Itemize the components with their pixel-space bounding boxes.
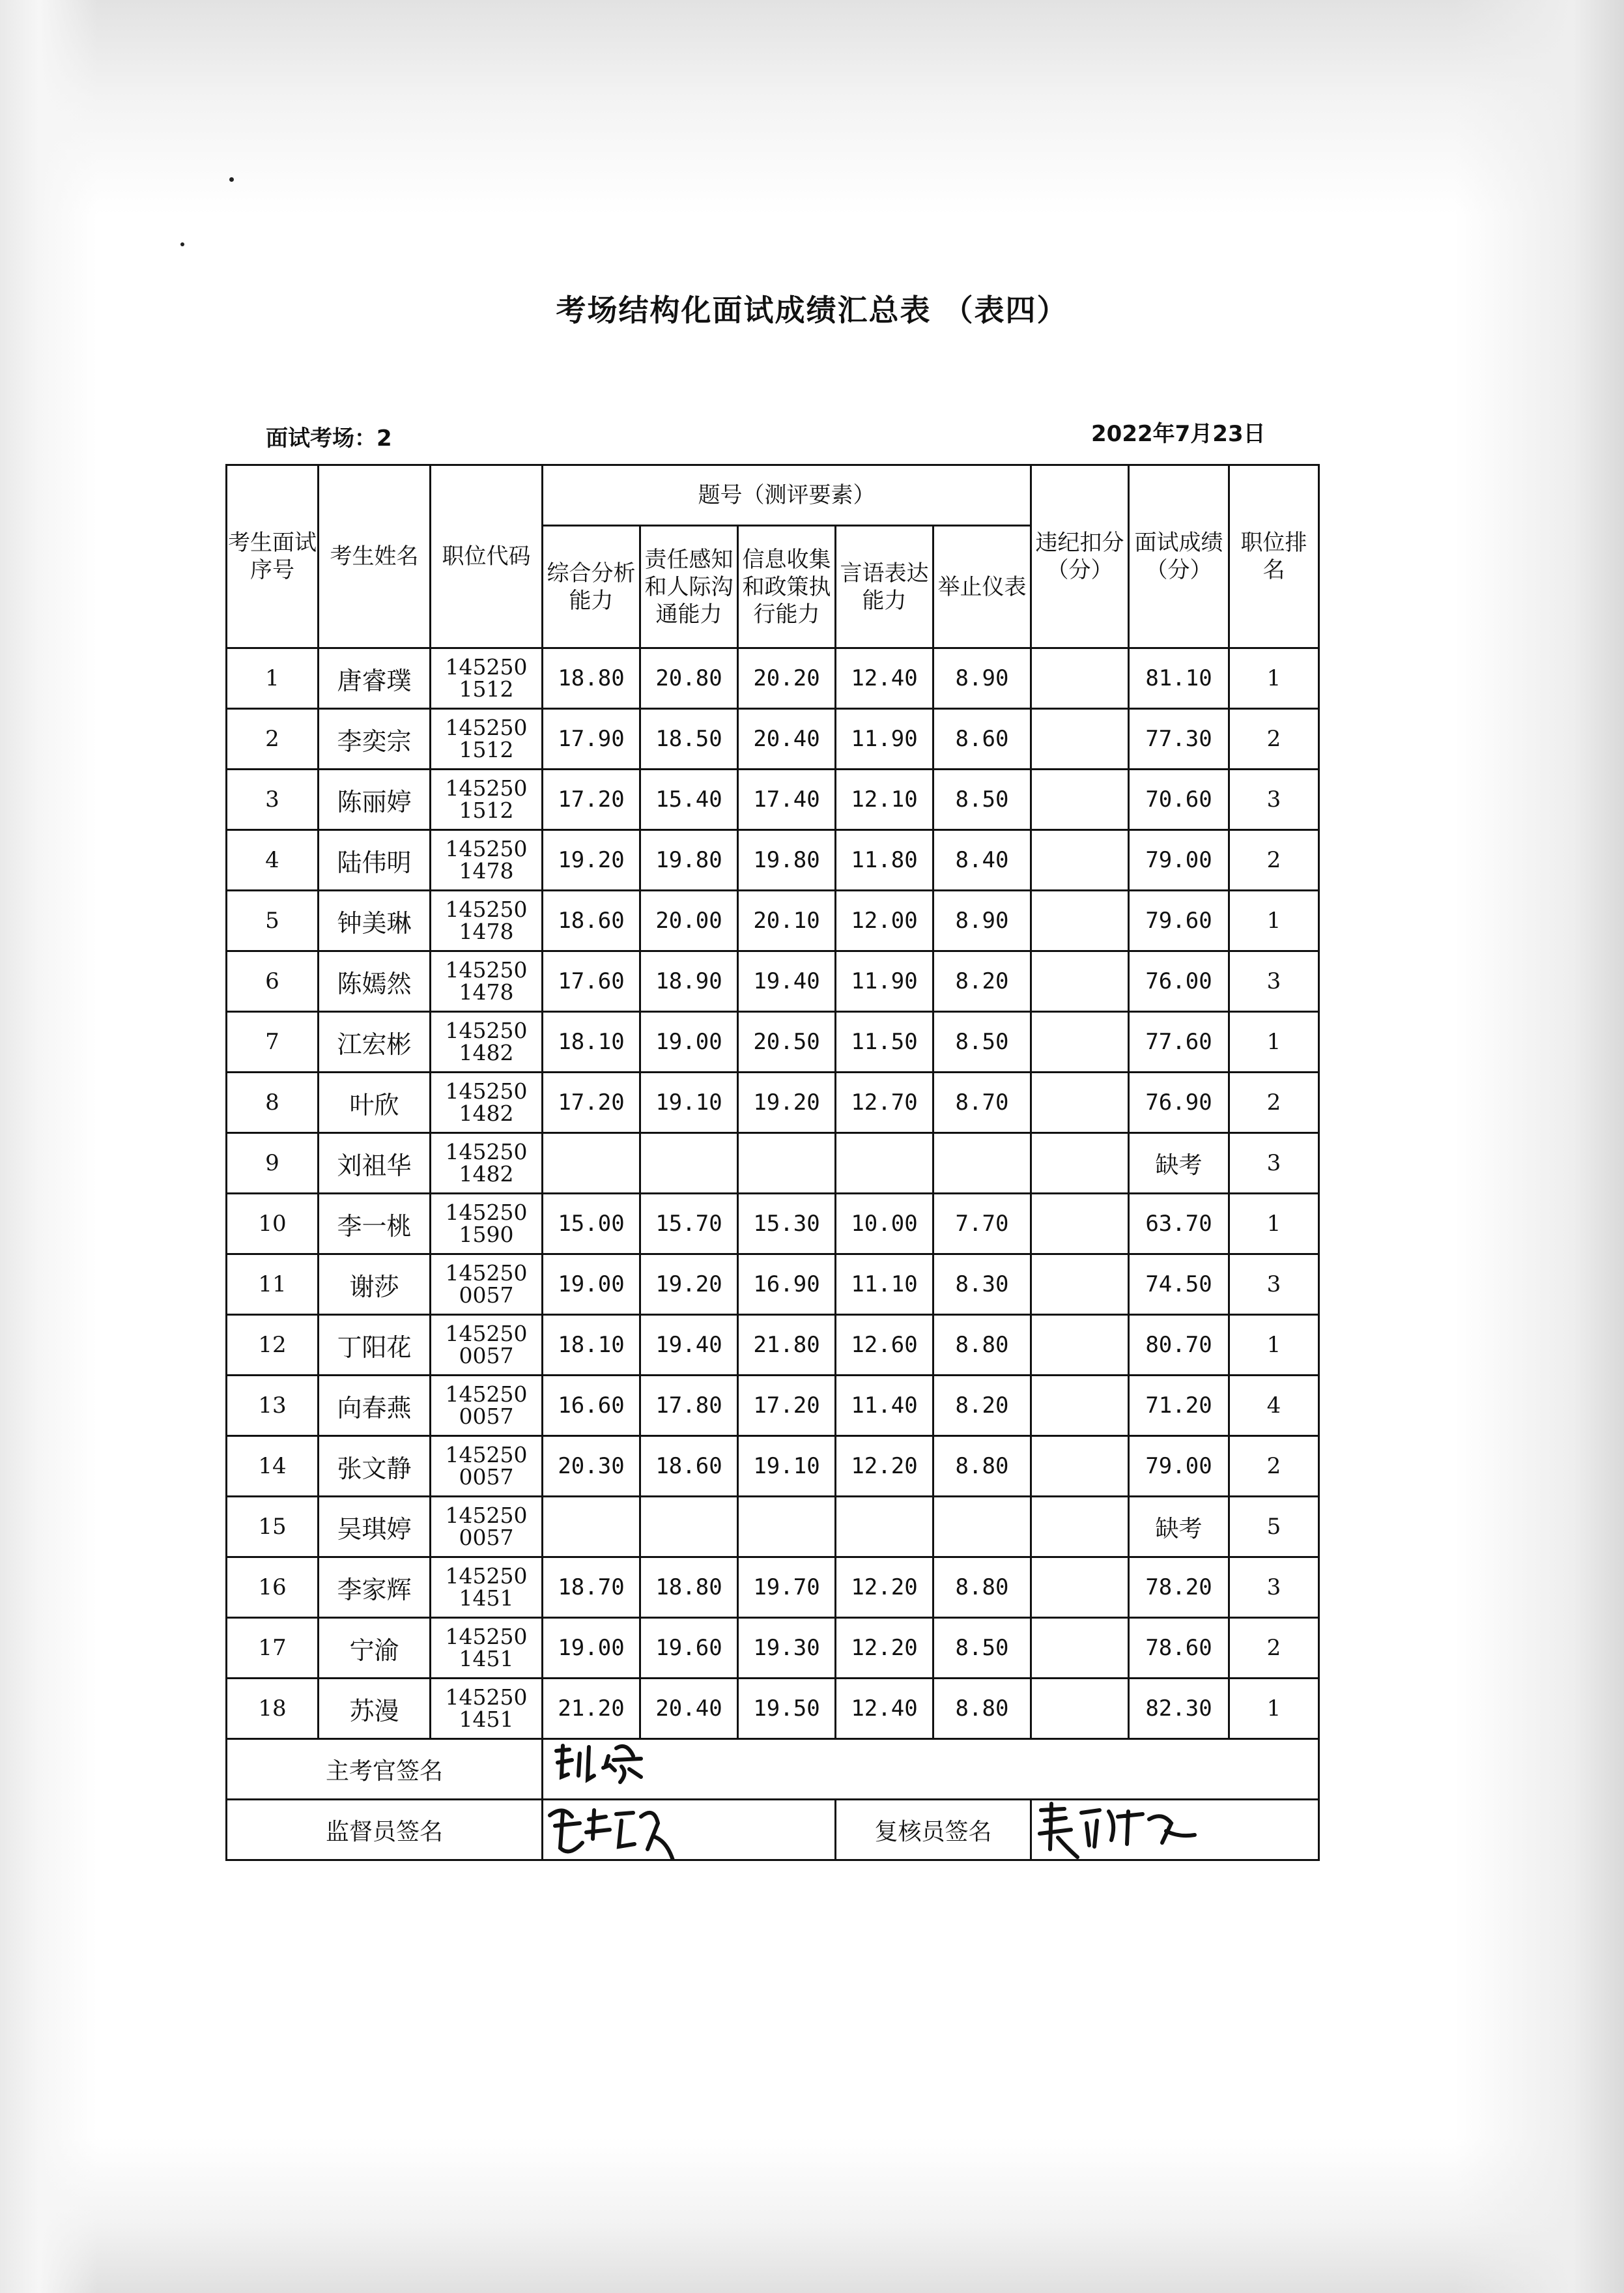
score-table bbox=[225, 464, 1320, 1861]
interview-total: 70.60 bbox=[1129, 770, 1229, 830]
position-code bbox=[431, 1436, 543, 1497]
score-info-policy: 19.50 bbox=[738, 1679, 836, 1739]
score-verbal-expression: 12.70 bbox=[836, 1073, 933, 1133]
score-info-policy: 19.10 bbox=[738, 1436, 836, 1497]
interview-total: 78.20 bbox=[1129, 1557, 1229, 1618]
scan-shadow-top bbox=[0, 0, 1624, 215]
interview-total: 79.00 bbox=[1129, 830, 1229, 891]
interview-total: 81.10 bbox=[1129, 648, 1229, 709]
position-code bbox=[431, 709, 543, 770]
candidate-name: 刘祖华 bbox=[319, 1133, 431, 1194]
score-verbal-expression: 12.40 bbox=[836, 648, 933, 709]
position-code bbox=[431, 1133, 543, 1194]
score-demeanor: 8.80 bbox=[933, 1315, 1031, 1376]
interview-total: 74.50 bbox=[1129, 1254, 1229, 1315]
table-row bbox=[227, 770, 1319, 830]
position-code bbox=[431, 770, 543, 830]
position-code-text: 1452500057 bbox=[445, 1321, 528, 1368]
table-row bbox=[227, 891, 1319, 951]
reviewer-signature-image bbox=[1032, 1800, 1240, 1860]
score-responsibility-communication bbox=[640, 1133, 738, 1194]
row-seq: 11 bbox=[227, 1254, 319, 1315]
table-row bbox=[227, 1679, 1319, 1739]
interview-total: 76.90 bbox=[1129, 1073, 1229, 1133]
score-comprehensive-analysis: 19.20 bbox=[543, 830, 640, 891]
score-demeanor: 7.70 bbox=[933, 1194, 1031, 1254]
row-seq: 3 bbox=[227, 770, 319, 830]
header-criterion-5: 举止仪表 bbox=[933, 526, 1031, 648]
row-seq: 15 bbox=[227, 1497, 319, 1557]
score-deduction bbox=[1031, 1194, 1129, 1254]
score-info-policy: 19.20 bbox=[738, 1073, 836, 1133]
header-criterion-3: 信息收集和政策执行能力 bbox=[738, 526, 836, 648]
candidate-name: 吴琪婷 bbox=[319, 1497, 431, 1557]
score-demeanor: 8.60 bbox=[933, 709, 1031, 770]
position-code-text: 1452500057 bbox=[445, 1260, 528, 1308]
supervisor-signature-image bbox=[543, 1800, 739, 1860]
page-title: 考场结构化面试成绩汇总表 （表四） bbox=[556, 293, 1068, 328]
score-info-policy: 16.90 bbox=[738, 1254, 836, 1315]
interview-total: 79.60 bbox=[1129, 891, 1229, 951]
score-info-policy: 20.20 bbox=[738, 648, 836, 709]
candidate-name: 苏漫 bbox=[319, 1679, 431, 1739]
score-demeanor bbox=[933, 1133, 1031, 1194]
score-comprehensive-analysis: 18.10 bbox=[543, 1315, 640, 1376]
score-info-policy: 17.40 bbox=[738, 770, 836, 830]
table-row bbox=[227, 1133, 1319, 1194]
score-comprehensive-analysis: 15.00 bbox=[543, 1194, 640, 1254]
score-deduction bbox=[1031, 709, 1129, 770]
table-row bbox=[227, 648, 1319, 709]
position-code bbox=[431, 951, 543, 1012]
interview-total: 78.60 bbox=[1129, 1618, 1229, 1679]
position-rank: 3 bbox=[1229, 770, 1319, 830]
interview-total: 63.70 bbox=[1129, 1194, 1229, 1254]
score-info-policy: 19.80 bbox=[738, 830, 836, 891]
score-verbal-expression: 12.40 bbox=[836, 1679, 933, 1739]
score-verbal-expression: 12.20 bbox=[836, 1436, 933, 1497]
candidate-name: 叶欣 bbox=[319, 1073, 431, 1133]
reviewer-signature bbox=[1031, 1800, 1319, 1860]
score-info-policy: 20.40 bbox=[738, 709, 836, 770]
score-deduction bbox=[1031, 891, 1129, 951]
score-comprehensive-analysis bbox=[543, 1497, 640, 1557]
position-code-text: 1452501482 bbox=[445, 1018, 528, 1065]
reviewer-signature-label: 复核员签名 bbox=[836, 1800, 1031, 1860]
candidate-name: 向春燕 bbox=[319, 1376, 431, 1436]
position-rank: 3 bbox=[1229, 1557, 1319, 1618]
header-row bbox=[227, 465, 1319, 526]
score-deduction bbox=[1031, 770, 1129, 830]
chief-signature-row bbox=[227, 1739, 1319, 1800]
score-verbal-expression: 10.00 bbox=[836, 1194, 933, 1254]
interview-total: 71.20 bbox=[1129, 1376, 1229, 1436]
position-code-text: 1452501451 bbox=[445, 1563, 528, 1611]
candidate-name: 张文静 bbox=[319, 1436, 431, 1497]
score-comprehensive-analysis: 16.60 bbox=[543, 1376, 640, 1436]
row-seq: 2 bbox=[227, 709, 319, 770]
position-rank: 1 bbox=[1229, 1012, 1319, 1073]
score-demeanor: 8.50 bbox=[933, 1618, 1031, 1679]
header-rank: 职位排名 bbox=[1229, 465, 1319, 648]
score-comprehensive-analysis: 18.10 bbox=[543, 1012, 640, 1073]
score-responsibility-communication: 19.40 bbox=[640, 1315, 738, 1376]
header-seq: 考生面试序号 bbox=[227, 465, 319, 648]
header-criterion-2: 责任感知和人际沟通能力 bbox=[640, 526, 738, 648]
position-code bbox=[431, 1194, 543, 1254]
score-deduction bbox=[1031, 1315, 1129, 1376]
position-rank: 5 bbox=[1229, 1497, 1319, 1557]
score-comprehensive-analysis: 20.30 bbox=[543, 1436, 640, 1497]
position-rank: 4 bbox=[1229, 1376, 1319, 1436]
score-demeanor: 8.90 bbox=[933, 648, 1031, 709]
position-code bbox=[431, 1376, 543, 1436]
supervisor-signature-row bbox=[227, 1800, 1319, 1860]
scan-shadow-bottom bbox=[0, 2137, 1624, 2293]
header-criterion-1: 综合分析能力 bbox=[543, 526, 640, 648]
score-demeanor: 8.20 bbox=[933, 1376, 1031, 1436]
score-verbal-expression: 12.20 bbox=[836, 1557, 933, 1618]
row-seq: 16 bbox=[227, 1557, 319, 1618]
position-code-text: 1452501478 bbox=[445, 836, 528, 884]
score-comprehensive-analysis: 18.70 bbox=[543, 1557, 640, 1618]
position-rank: 1 bbox=[1229, 1194, 1319, 1254]
header-criterion-4: 言语表达能力 bbox=[836, 526, 933, 648]
interview-total: 缺考 bbox=[1129, 1497, 1229, 1557]
table-row bbox=[227, 1073, 1319, 1133]
table-row bbox=[227, 830, 1319, 891]
position-code bbox=[431, 1073, 543, 1133]
position-code bbox=[431, 648, 543, 709]
table-row bbox=[227, 1194, 1319, 1254]
score-comprehensive-analysis: 17.20 bbox=[543, 770, 640, 830]
header-name: 考生姓名 bbox=[319, 465, 431, 648]
score-deduction bbox=[1031, 1254, 1129, 1315]
chief-signature-image bbox=[543, 1739, 713, 1796]
position-code bbox=[431, 1012, 543, 1073]
score-comprehensive-analysis: 19.00 bbox=[543, 1254, 640, 1315]
row-seq: 7 bbox=[227, 1012, 319, 1073]
score-deduction bbox=[1031, 648, 1129, 709]
position-code-text: 1452501482 bbox=[445, 1139, 528, 1187]
interview-total: 79.00 bbox=[1129, 1436, 1229, 1497]
row-seq: 10 bbox=[227, 1194, 319, 1254]
score-info-policy bbox=[738, 1133, 836, 1194]
position-rank: 3 bbox=[1229, 1133, 1319, 1194]
candidate-name: 陆伟明 bbox=[319, 830, 431, 891]
candidate-name: 陈丽婷 bbox=[319, 770, 431, 830]
header-total: 面试成绩（分） bbox=[1129, 465, 1229, 648]
supervisor-signature bbox=[543, 1800, 836, 1860]
interview-total: 77.60 bbox=[1129, 1012, 1229, 1073]
position-code bbox=[431, 1557, 543, 1618]
candidate-name: 陈嫣然 bbox=[319, 951, 431, 1012]
position-code bbox=[431, 830, 543, 891]
score-verbal-expression: 11.40 bbox=[836, 1376, 933, 1436]
score-comprehensive-analysis: 19.00 bbox=[543, 1618, 640, 1679]
score-demeanor: 8.20 bbox=[933, 951, 1031, 1012]
exam-venue: 面试考场：2 bbox=[266, 425, 392, 452]
score-demeanor: 8.80 bbox=[933, 1679, 1031, 1739]
position-rank: 2 bbox=[1229, 1436, 1319, 1497]
position-rank: 2 bbox=[1229, 1618, 1319, 1679]
candidate-name: 谢莎 bbox=[319, 1254, 431, 1315]
score-info-policy: 19.70 bbox=[738, 1557, 836, 1618]
position-code-text: 1452501478 bbox=[445, 897, 528, 944]
score-verbal-expression: 12.20 bbox=[836, 1618, 933, 1679]
position-code bbox=[431, 1497, 543, 1557]
candidate-name: 江宏彬 bbox=[319, 1012, 431, 1073]
score-responsibility-communication: 19.10 bbox=[640, 1073, 738, 1133]
score-comprehensive-analysis: 21.20 bbox=[543, 1679, 640, 1739]
position-rank: 1 bbox=[1229, 1679, 1319, 1739]
candidate-name: 李一桃 bbox=[319, 1194, 431, 1254]
score-demeanor: 8.50 bbox=[933, 1012, 1031, 1073]
table-row bbox=[227, 1315, 1319, 1376]
position-code-text: 1452500057 bbox=[445, 1442, 528, 1490]
score-deduction bbox=[1031, 1376, 1129, 1436]
score-info-policy bbox=[738, 1497, 836, 1557]
candidate-name: 丁阳花 bbox=[319, 1315, 431, 1376]
score-responsibility-communication: 19.20 bbox=[640, 1254, 738, 1315]
score-comprehensive-analysis: 17.60 bbox=[543, 951, 640, 1012]
table-row bbox=[227, 1376, 1319, 1436]
score-verbal-expression bbox=[836, 1133, 933, 1194]
score-responsibility-communication: 15.40 bbox=[640, 770, 738, 830]
position-code-text: 1452501482 bbox=[445, 1078, 528, 1126]
chief-signature bbox=[543, 1739, 1319, 1800]
row-seq: 14 bbox=[227, 1436, 319, 1497]
table-row bbox=[227, 1557, 1319, 1618]
score-responsibility-communication: 20.80 bbox=[640, 648, 738, 709]
score-comprehensive-analysis: 18.80 bbox=[543, 648, 640, 709]
score-responsibility-communication: 19.60 bbox=[640, 1618, 738, 1679]
score-responsibility-communication: 18.60 bbox=[640, 1436, 738, 1497]
score-demeanor: 8.50 bbox=[933, 770, 1031, 830]
score-verbal-expression: 11.90 bbox=[836, 951, 933, 1012]
score-comprehensive-analysis bbox=[543, 1133, 640, 1194]
score-info-policy: 15.30 bbox=[738, 1194, 836, 1254]
interview-total: 76.00 bbox=[1129, 951, 1229, 1012]
position-code-text: 1452501590 bbox=[445, 1200, 528, 1247]
row-seq: 5 bbox=[227, 891, 319, 951]
header-topic-group: 题号（测评要素） bbox=[543, 465, 1031, 526]
position-rank: 1 bbox=[1229, 648, 1319, 709]
score-deduction bbox=[1031, 1133, 1129, 1194]
position-rank: 2 bbox=[1229, 830, 1319, 891]
row-seq: 18 bbox=[227, 1679, 319, 1739]
table-row bbox=[227, 1254, 1319, 1315]
score-responsibility-communication: 18.50 bbox=[640, 709, 738, 770]
scan-shadow-left bbox=[0, 0, 98, 2293]
score-deduction bbox=[1031, 951, 1129, 1012]
supervisor-signature-label: 监督员签名 bbox=[227, 1800, 543, 1860]
score-deduction bbox=[1031, 1012, 1129, 1073]
position-rank: 1 bbox=[1229, 891, 1319, 951]
score-demeanor: 8.90 bbox=[933, 891, 1031, 951]
interview-total: 80.70 bbox=[1129, 1315, 1229, 1376]
score-comprehensive-analysis: 17.20 bbox=[543, 1073, 640, 1133]
position-rank: 2 bbox=[1229, 1073, 1319, 1133]
candidate-name: 李家辉 bbox=[319, 1557, 431, 1618]
table-row bbox=[227, 951, 1319, 1012]
position-rank: 2 bbox=[1229, 709, 1319, 770]
score-info-policy: 20.50 bbox=[738, 1012, 836, 1073]
score-responsibility-communication: 19.00 bbox=[640, 1012, 738, 1073]
header-deduct: 违纪扣分（分） bbox=[1031, 465, 1129, 648]
position-code-text: 1452501512 bbox=[445, 715, 528, 762]
position-code-text: 1452501478 bbox=[445, 957, 528, 1005]
score-verbal-expression: 12.60 bbox=[836, 1315, 933, 1376]
score-responsibility-communication: 18.80 bbox=[640, 1557, 738, 1618]
row-seq: 1 bbox=[227, 648, 319, 709]
row-seq: 13 bbox=[227, 1376, 319, 1436]
position-rank: 1 bbox=[1229, 1315, 1319, 1376]
score-info-policy: 17.20 bbox=[738, 1376, 836, 1436]
candidate-name: 唐睿璞 bbox=[319, 648, 431, 709]
score-info-policy: 21.80 bbox=[738, 1315, 836, 1376]
score-verbal-expression bbox=[836, 1497, 933, 1557]
position-rank: 3 bbox=[1229, 1254, 1319, 1315]
score-verbal-expression: 12.00 bbox=[836, 891, 933, 951]
score-info-policy: 20.10 bbox=[738, 891, 836, 951]
row-seq: 4 bbox=[227, 830, 319, 891]
score-verbal-expression: 12.10 bbox=[836, 770, 933, 830]
score-responsibility-communication: 18.90 bbox=[640, 951, 738, 1012]
position-code bbox=[431, 1618, 543, 1679]
score-responsibility-communication: 17.80 bbox=[640, 1376, 738, 1436]
position-rank: 3 bbox=[1229, 951, 1319, 1012]
position-code-text: 1452501512 bbox=[445, 654, 528, 702]
position-code bbox=[431, 1679, 543, 1739]
score-demeanor: 8.30 bbox=[933, 1254, 1031, 1315]
row-seq: 6 bbox=[227, 951, 319, 1012]
score-deduction bbox=[1031, 1557, 1129, 1618]
score-responsibility-communication: 20.40 bbox=[640, 1679, 738, 1739]
position-code-text: 1452500057 bbox=[445, 1503, 528, 1550]
interview-total: 77.30 bbox=[1129, 709, 1229, 770]
candidate-name: 李奕宗 bbox=[319, 709, 431, 770]
candidate-name: 钟美琳 bbox=[319, 891, 431, 951]
score-comprehensive-analysis: 18.60 bbox=[543, 891, 640, 951]
scan-speck bbox=[180, 242, 184, 246]
scan-shadow-right bbox=[1455, 0, 1624, 2293]
table-row bbox=[227, 1012, 1319, 1073]
score-demeanor: 8.40 bbox=[933, 830, 1031, 891]
position-code bbox=[431, 891, 543, 951]
position-code bbox=[431, 1315, 543, 1376]
row-seq: 8 bbox=[227, 1073, 319, 1133]
score-demeanor: 8.70 bbox=[933, 1073, 1031, 1133]
table-row bbox=[227, 1497, 1319, 1557]
row-seq: 9 bbox=[227, 1133, 319, 1194]
score-verbal-expression: 11.80 bbox=[836, 830, 933, 891]
score-demeanor: 8.80 bbox=[933, 1436, 1031, 1497]
table-row bbox=[227, 709, 1319, 770]
score-deduction bbox=[1031, 1679, 1129, 1739]
score-comprehensive-analysis: 17.90 bbox=[543, 709, 640, 770]
score-verbal-expression: 11.10 bbox=[836, 1254, 933, 1315]
table-row bbox=[227, 1618, 1319, 1679]
score-deduction bbox=[1031, 830, 1129, 891]
chief-signature-label: 主考官签名 bbox=[227, 1739, 543, 1800]
exam-date: 2022年7月23日 bbox=[1091, 421, 1266, 447]
score-verbal-expression: 11.50 bbox=[836, 1012, 933, 1073]
score-demeanor bbox=[933, 1497, 1031, 1557]
position-code-text: 1452501451 bbox=[445, 1684, 528, 1732]
score-deduction bbox=[1031, 1073, 1129, 1133]
score-responsibility-communication: 20.00 bbox=[640, 891, 738, 951]
interview-total: 82.30 bbox=[1129, 1679, 1229, 1739]
position-code-text: 1452501512 bbox=[445, 775, 528, 823]
score-deduction bbox=[1031, 1497, 1129, 1557]
position-code-text: 1452501451 bbox=[445, 1624, 528, 1671]
score-responsibility-communication bbox=[640, 1497, 738, 1557]
score-responsibility-communication: 19.80 bbox=[640, 830, 738, 891]
header-code: 职位代码 bbox=[431, 465, 543, 648]
row-seq: 12 bbox=[227, 1315, 319, 1376]
position-code-text: 1452500057 bbox=[445, 1381, 528, 1429]
score-responsibility-communication: 15.70 bbox=[640, 1194, 738, 1254]
row-seq: 17 bbox=[227, 1618, 319, 1679]
scan-speck bbox=[229, 177, 234, 182]
score-deduction bbox=[1031, 1436, 1129, 1497]
score-verbal-expression: 11.90 bbox=[836, 709, 933, 770]
table-row bbox=[227, 1436, 1319, 1497]
interview-total: 缺考 bbox=[1129, 1133, 1229, 1194]
candidate-name: 宁渝 bbox=[319, 1618, 431, 1679]
position-code bbox=[431, 1254, 543, 1315]
score-deduction bbox=[1031, 1618, 1129, 1679]
score-info-policy: 19.30 bbox=[738, 1618, 836, 1679]
score-info-policy: 19.40 bbox=[738, 951, 836, 1012]
score-demeanor: 8.80 bbox=[933, 1557, 1031, 1618]
